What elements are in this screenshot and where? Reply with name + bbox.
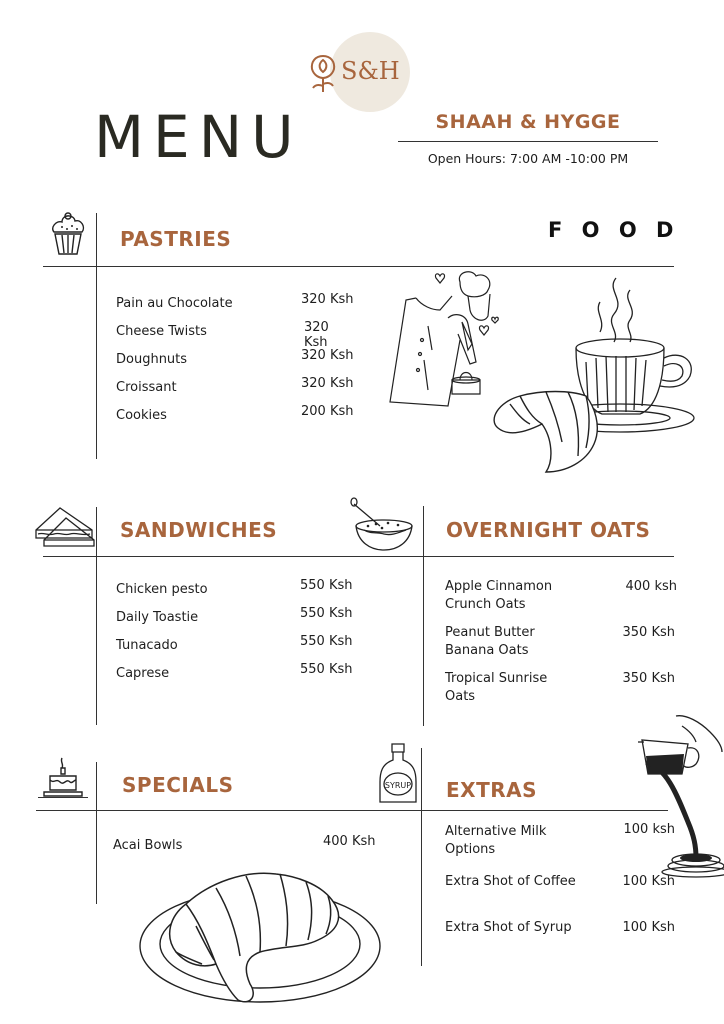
list-item — [116, 578, 356, 597]
item-price: 200 Ksh — [301, 404, 354, 419]
specials-title: SPECIALS — [122, 773, 234, 797]
item-price: 400 ksh — [625, 579, 677, 594]
list-item — [116, 348, 356, 367]
item-name-line2: Crunch Oats — [445, 597, 526, 612]
list-item — [445, 624, 677, 660]
croissant-plate-illustration — [136, 860, 384, 1010]
item-price: 550 Ksh — [300, 634, 353, 649]
item-price: 550 Ksh — [300, 606, 353, 621]
item-name: Acai Bowls — [113, 838, 183, 853]
item-price: 100 ksh — [623, 822, 675, 837]
item-price: 400 Ksh — [323, 834, 376, 849]
item-name: Tunacado — [116, 638, 178, 653]
brand-name: SHAAH & HYGGE — [435, 111, 621, 133]
list-item — [116, 404, 356, 423]
syrup-label: SYRUP — [384, 781, 412, 790]
open-hours: Open Hours: 7:00 AM -10:00 PM — [427, 151, 629, 166]
extras-title: EXTRAS — [446, 778, 538, 802]
specials-vertical-divider — [96, 762, 97, 904]
item-price: 100 Ksh — [622, 874, 675, 889]
flower-logo-icon — [306, 50, 340, 94]
item-price: 350 Ksh — [622, 671, 675, 686]
item-price: 320 Ksh — [301, 376, 354, 391]
coffee-croissant-illustration — [490, 272, 700, 482]
food-label: F O O D — [548, 218, 680, 242]
list-item — [113, 834, 383, 853]
item-price: 320 Ksh — [301, 292, 354, 307]
list-item — [116, 662, 356, 681]
item-name-line2: Options — [445, 842, 496, 857]
item-name-line1: Tropical Sunrise — [445, 671, 548, 686]
sandwiches-vertical-divider — [96, 507, 97, 725]
list-item — [116, 376, 356, 395]
item-name: Pain au Chocolate — [116, 296, 233, 311]
list-item — [116, 320, 356, 350]
list-item — [116, 606, 356, 625]
item-name-line1: Peanut Butter — [445, 625, 535, 640]
item-price: 100 Ksh — [622, 920, 675, 935]
item-price: 320 Ksh — [301, 348, 354, 363]
list-item — [116, 634, 356, 653]
center-vertical-divider-lower — [421, 748, 422, 966]
item-name-line1: Alternative Milk — [445, 824, 547, 839]
cake-icon — [42, 756, 84, 800]
item-name: Cookies — [116, 408, 167, 423]
list-item — [116, 292, 356, 311]
header-divider — [398, 141, 658, 142]
item-price: 550 Ksh — [300, 662, 353, 677]
list-item — [445, 670, 677, 706]
item-price: 350 Ksh — [622, 625, 675, 640]
sandwiches-title: SANDWICHES — [120, 518, 278, 542]
item-name: Croissant — [116, 380, 177, 395]
sandwiches-divider — [43, 556, 674, 557]
item-name-line1: Apple Cinnamon — [445, 579, 553, 594]
logo-text: S&H — [341, 57, 400, 85]
item-name-line1: Extra Shot of Syrup — [445, 920, 572, 935]
specials-divider — [36, 810, 668, 811]
item-name: Cheese Twists — [116, 324, 207, 339]
pastries-divider — [43, 266, 674, 267]
cupcake-icon — [48, 210, 88, 256]
item-price: 550 Ksh — [300, 578, 353, 593]
pastries-vertical-divider — [96, 213, 97, 459]
milk-pour-illustration — [636, 712, 724, 878]
center-vertical-divider-upper — [423, 506, 424, 726]
list-item — [445, 919, 677, 937]
item-name-line1: Extra Shot of Coffee — [445, 874, 576, 889]
sandwich-icon — [34, 504, 96, 548]
item-name-line2: Oats — [445, 689, 476, 704]
oats-bowl-icon — [350, 496, 416, 554]
oats-title: OVERNIGHT OATS — [446, 518, 651, 542]
menu-title: MENU — [94, 103, 303, 171]
item-name: Caprese — [116, 666, 170, 681]
syrup-bottle-icon — [378, 742, 418, 806]
item-name: Daily Toastie — [116, 610, 199, 625]
list-item — [445, 578, 677, 614]
item-name-line2: Banana Oats — [445, 643, 529, 658]
item-name: Chicken pesto — [116, 582, 208, 597]
cake-plate-line — [38, 797, 88, 798]
item-name: Doughnuts — [116, 352, 188, 367]
item-price: 320 Ksh — [304, 320, 329, 350]
pastries-title: PASTRIES — [120, 227, 232, 251]
